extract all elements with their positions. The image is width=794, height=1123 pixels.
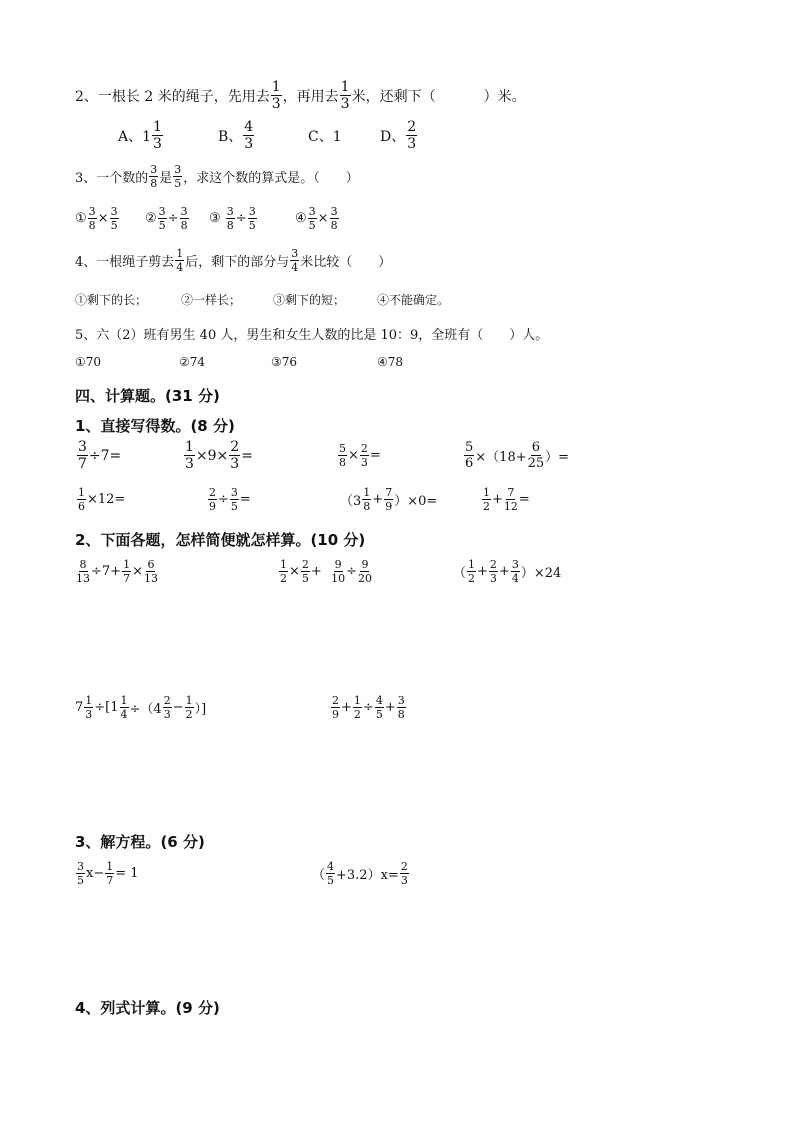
q4-option-3[interactable]: ③剩下的短； bbox=[273, 293, 346, 307]
q3-option-2[interactable]: ② $\frac{3}{5}$ ÷ $\frac{3}{8}$ bbox=[145, 205, 188, 232]
subsection-heading-simplify: 2、下面各题，怎样简便就怎样算。(10 分) bbox=[75, 531, 366, 549]
subsection-heading-equations: 3、解方程。(6 分) bbox=[75, 833, 205, 851]
direct-item-1: $\frac{3}{7}$ ÷7= bbox=[78, 439, 122, 472]
direct-item-5: $\frac{1}{6}$ ×12= bbox=[78, 486, 126, 513]
q3-stem: 3、一个数的 $\frac{3}{8}$ 是 $\frac{3}{5}$ ，求这个数的算式是。（ ） bbox=[75, 163, 359, 190]
q2-option-a[interactable]: A、1 $\frac{1}{3}$ bbox=[118, 119, 162, 152]
q5-options bbox=[75, 355, 403, 369]
simplify-item-4: 7 $\frac{1}{3}$ ÷[1 $\frac{1}{4}$ ÷（4 $\frac{2}{3}$ − $\frac{1}{2}$ ）] bbox=[75, 694, 207, 721]
direct-item-6: $\frac{2}{9}$ ÷ $\frac{3}{5}$ = bbox=[209, 486, 251, 513]
subsection-heading-direct: 1、直接写得数。(8 分) bbox=[75, 417, 235, 435]
q5-option-3[interactable]: ③76 bbox=[271, 355, 298, 369]
direct-item-8: $\frac{1}{2}$ + $\frac{7}{12}$ = bbox=[483, 486, 530, 513]
q3-option-1[interactable]: ① $\frac{3}{8}$ × $\frac{3}{5}$ bbox=[75, 205, 118, 232]
q2-options bbox=[118, 120, 418, 151]
simplify-item-3: （ $\frac{1}{2}$ + $\frac{2}{3}$ + $\frac{3}{4}$ ）×24 bbox=[453, 558, 562, 585]
q2-option-b[interactable]: B、 $\frac{4}{3}$ bbox=[218, 119, 254, 152]
q4-option-2[interactable]: ②一样长； bbox=[181, 293, 242, 307]
simplify-item-2: $\frac{1}{2}$ × $\frac{2}{5}$ + $\frac{9}{10}$ ÷ $\frac{9}{20}$ bbox=[280, 558, 372, 585]
q5-option-4[interactable]: ④78 bbox=[377, 355, 404, 369]
q2-option-c[interactable]: C、1 bbox=[308, 128, 342, 145]
section-heading-calculation: 四、计算题。(31 分) bbox=[75, 387, 220, 405]
equation-2: （ $\frac{4}{5}$ +3.2）x= $\frac{2}{3}$ bbox=[312, 860, 408, 887]
q4-option-4[interactable]: ④不能确定。 bbox=[377, 293, 450, 307]
q4-option-1[interactable]: ①剩下的长； bbox=[75, 293, 148, 307]
q2-stem: 2、 一根长 2 米的绳子，先用去 $\frac{1}{3}$ ，再用去 $\frac{1}{3}$ 米，还剩下（ ）米。 bbox=[75, 79, 526, 112]
equation-1: $\frac{3}{5}$ x− $\frac{1}{7}$ = 1 bbox=[77, 860, 139, 887]
q5-option-1[interactable]: ①70 bbox=[75, 355, 102, 369]
direct-item-7: （3 $\frac{1}{8}$ + $\frac{7}{9}$ ）×0= bbox=[340, 486, 438, 513]
simplify-item-5: $\frac{2}{9}$ + $\frac{1}{2}$ ÷ $\frac{4}{5}$ + $\frac{3}{8}$ bbox=[332, 694, 405, 721]
direct-item-2: $\frac{1}{3}$ ×9× $\frac{2}{3}$ = bbox=[185, 439, 253, 472]
direct-item-3: $\frac{5}{8}$ × $\frac{2}{3}$ = bbox=[339, 442, 381, 469]
q3-options bbox=[75, 206, 340, 231]
subsection-heading-list-calc: 4、列式计算。(9 分) bbox=[75, 999, 220, 1017]
q2-number: 2、 bbox=[75, 88, 98, 105]
simplify-item-1: $\frac{8}{13}$ ÷7+ $\frac{1}{7}$ × $\frac{6}{13}$ bbox=[76, 558, 158, 585]
q2-text-a: 一根长 2 米的绳子，先用去 bbox=[97, 88, 270, 105]
q5-stem: 5、六（2）班有男生 40 人，男生和女生人数的比是 10：9，全班有（ ）人。 bbox=[75, 328, 549, 343]
q5-option-2[interactable]: ②74 bbox=[179, 355, 206, 369]
q3-option-4[interactable]: ④ $\frac{3}{5}$ × $\frac{3}{8}$ bbox=[295, 205, 338, 232]
q4-options bbox=[75, 291, 449, 308]
direct-item-4: $\frac{5}{6}$ ×（18+ $\frac{6}{25}$ ）= bbox=[465, 440, 570, 471]
q4-stem: 4、一根绳子剪去 $\frac{1}{4}$ 后，剩下的部分与 $\frac{3}{4}$ 米比较（ ） bbox=[75, 247, 392, 274]
q2-option-d[interactable]: D、 $\frac{2}{3}$ bbox=[380, 119, 417, 152]
q3-option-3[interactable]: ③ $\frac{3}{8}$ ÷ $\frac{3}{5}$ bbox=[209, 205, 256, 232]
